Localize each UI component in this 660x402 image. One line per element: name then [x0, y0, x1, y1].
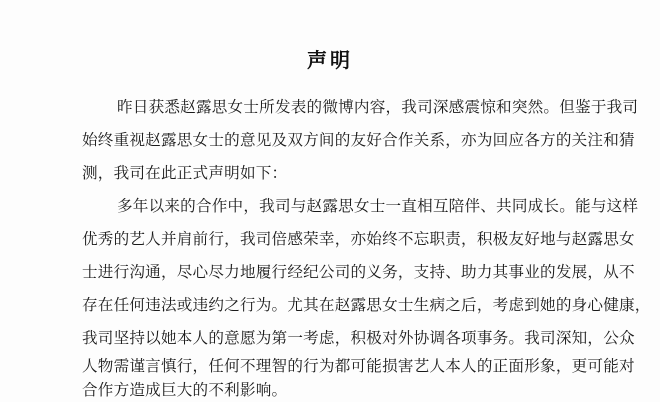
paragraph-1-line-3: 测，我司在此正式声明如下：	[82, 164, 288, 182]
paragraph-2-line-5: 我司坚持以她本人的意愿为第一考虑，积极对外协调各项事务。我司深知，公众	[82, 329, 635, 347]
paragraph-2-line-6: 人物需谨言慎行，任何不理智的行为都可能损害艺人本人的正面形象，更可能对	[82, 357, 635, 375]
paragraph-2-line-7: 合作方造成巨大的不利影响。	[82, 381, 288, 399]
paragraph-2-line-4: 存在任何违法或违约之行为。尤其在赵露思女士生病之后，考虑到她的身心健康，	[82, 296, 651, 314]
paragraph-2-line-3: 士进行沟通，尽心尽力地履行经纪公司的义务，支持、助力其事业的发展，从不	[82, 263, 635, 281]
paragraph-2-line-1: 多年以来的合作中，我司与赵露思女士一直相互陪伴、共同成长。能与这样	[117, 197, 639, 215]
document-title: 声明	[307, 48, 353, 72]
paragraph-2-line-2: 优秀的艺人并肩前行，我司倍感荣幸，亦始终不忘职责，积极友好地与赵露思女	[82, 230, 635, 248]
paragraph-1-line-2: 始终重视赵露思女士的意见及双方间的友好合作关系，亦为回应各方的关注和猜	[82, 131, 635, 149]
paragraph-1-line-1: 昨日获悉赵露思女士所发表的微博内容，我司深感震惊和突然。但鉴于我司	[117, 98, 639, 116]
